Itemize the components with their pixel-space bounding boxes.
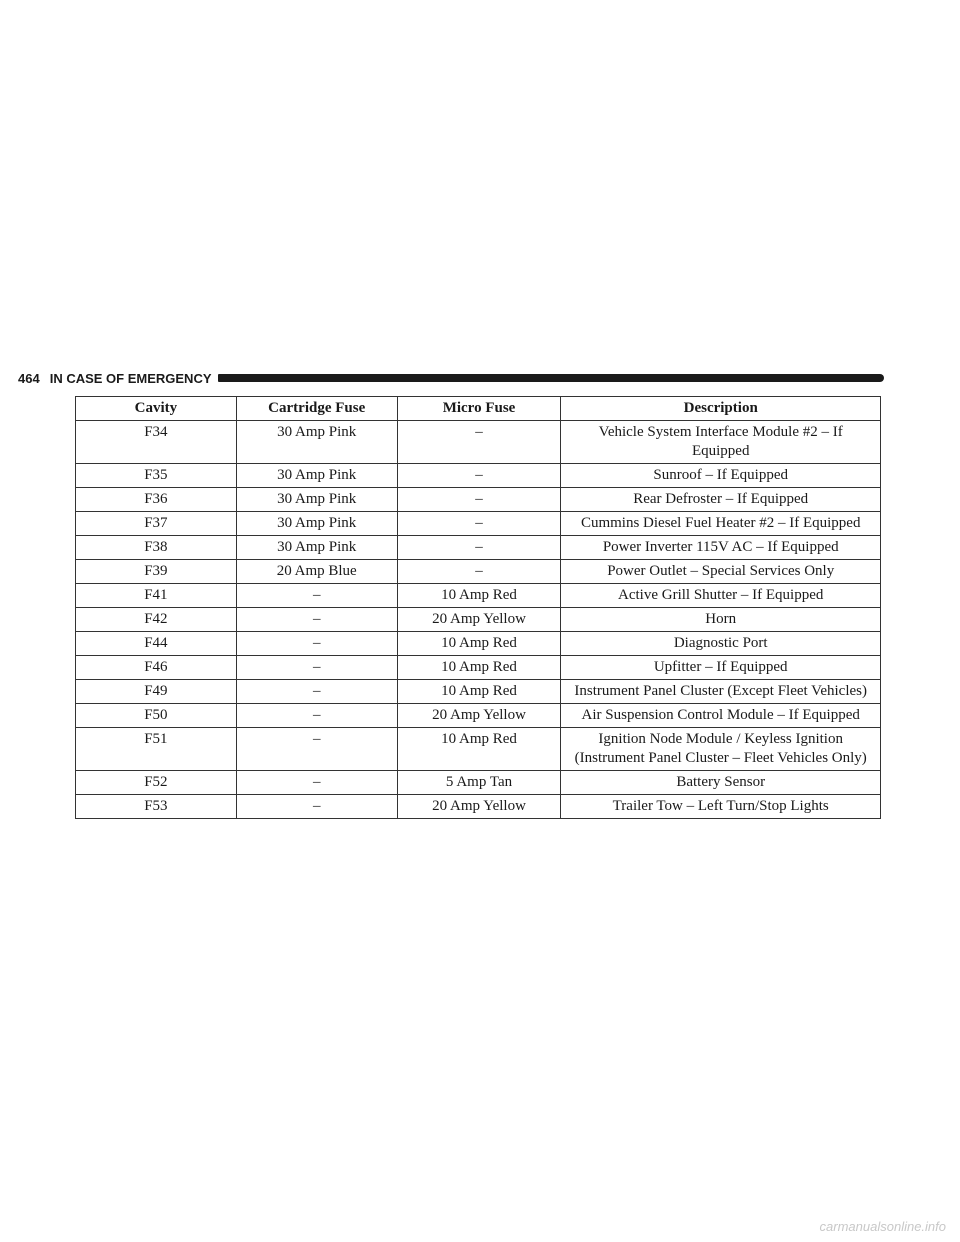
cartridge-fuse-cell: 30 Amp Pink [236, 536, 397, 560]
micro-fuse-cell: 20 Amp Yellow [397, 704, 561, 728]
micro-fuse-cell: – [397, 464, 561, 488]
cartridge-fuse-cell: 30 Amp Pink [236, 488, 397, 512]
cavity-cell: F37 [76, 512, 237, 536]
cavity-cell: F49 [76, 680, 237, 704]
cartridge-fuse-cell: 20 Amp Blue [236, 560, 397, 584]
micro-fuse-cell: – [397, 421, 561, 464]
table-body [76, 421, 881, 819]
description-cell: Upfitter – If Equipped [561, 656, 881, 680]
micro-fuse-cell: 10 Amp Red [397, 656, 561, 680]
description-cell: Air Suspension Control Module – If Equipped [561, 704, 881, 728]
description-cell: Trailer Tow – Left Turn/Stop Lights [561, 795, 881, 819]
column-header-micro-fuse: Micro Fuse [397, 397, 561, 421]
description-cell: Power Inverter 115V AC – If Equipped [561, 536, 881, 560]
table-row [76, 728, 881, 771]
micro-fuse-cell: – [397, 512, 561, 536]
table-row [76, 632, 881, 656]
description-cell: Diagnostic Port [561, 632, 881, 656]
table-row [76, 608, 881, 632]
cavity-cell: F38 [76, 536, 237, 560]
table-row [76, 464, 881, 488]
page-header [18, 370, 884, 386]
micro-fuse-cell: 10 Amp Red [397, 632, 561, 656]
table-row [76, 680, 881, 704]
micro-fuse-cell: 20 Amp Yellow [397, 608, 561, 632]
cartridge-fuse-cell: – [236, 608, 397, 632]
cartridge-fuse-cell: – [236, 632, 397, 656]
cartridge-fuse-cell: – [236, 680, 397, 704]
table-row [76, 536, 881, 560]
table-row [76, 421, 881, 464]
cavity-cell: F41 [76, 584, 237, 608]
table-row [76, 560, 881, 584]
column-header-cavity: Cavity [76, 397, 237, 421]
description-cell: Horn [561, 608, 881, 632]
description-cell: Battery Sensor [561, 771, 881, 795]
table-row [76, 584, 881, 608]
section-title: IN CASE OF EMERGENCY [49, 370, 212, 386]
micro-fuse-cell: 10 Amp Red [397, 680, 561, 704]
table-header-row [76, 397, 881, 421]
table-row [76, 795, 881, 819]
micro-fuse-cell: 20 Amp Yellow [397, 795, 561, 819]
cartridge-fuse-cell: – [236, 771, 397, 795]
cavity-cell: F46 [76, 656, 237, 680]
cavity-cell: F53 [76, 795, 237, 819]
watermark: carmanualsonline.info [819, 1219, 946, 1234]
cartridge-fuse-cell: – [236, 795, 397, 819]
header-rule [218, 374, 885, 382]
cavity-cell: F50 [76, 704, 237, 728]
cavity-cell: F36 [76, 488, 237, 512]
micro-fuse-cell: 10 Amp Red [397, 728, 561, 771]
table-row [76, 656, 881, 680]
micro-fuse-cell: – [397, 488, 561, 512]
cavity-cell: F44 [76, 632, 237, 656]
fuse-table [75, 396, 881, 819]
description-cell: Vehicle System Interface Module #2 – If Equipped [561, 421, 881, 464]
cartridge-fuse-cell: 30 Amp Pink [236, 512, 397, 536]
description-cell: Cummins Diesel Fuel Heater #2 – If Equipped [561, 512, 881, 536]
cartridge-fuse-cell: – [236, 704, 397, 728]
table-row [76, 704, 881, 728]
cartridge-fuse-cell: 30 Amp Pink [236, 421, 397, 464]
description-cell: Power Outlet – Special Services Only [561, 560, 881, 584]
micro-fuse-cell: 5 Amp Tan [397, 771, 561, 795]
description-cell: Active Grill Shutter – If Equipped [561, 584, 881, 608]
cavity-cell: F52 [76, 771, 237, 795]
cavity-cell: F51 [76, 728, 237, 771]
micro-fuse-cell: – [397, 536, 561, 560]
description-cell: Instrument Panel Cluster (Except Fleet Vehicles) [561, 680, 881, 704]
column-header-cartridge-fuse: Cartridge Fuse [236, 397, 397, 421]
cavity-cell: F34 [76, 421, 237, 464]
table-row [76, 488, 881, 512]
cartridge-fuse-cell: – [236, 728, 397, 771]
table-row [76, 512, 881, 536]
cavity-cell: F35 [76, 464, 237, 488]
column-header-description: Description [561, 397, 881, 421]
cavity-cell: F39 [76, 560, 237, 584]
description-cell: Rear Defroster – If Equipped [561, 488, 881, 512]
cavity-cell: F42 [76, 608, 237, 632]
cartridge-fuse-cell: – [236, 656, 397, 680]
page-number: 464 [18, 370, 40, 386]
cartridge-fuse-cell: – [236, 584, 397, 608]
description-cell: Ignition Node Module / Keyless Ignition (Instrument Panel Cluster – Fleet Vehicles Only) [561, 728, 881, 771]
micro-fuse-cell: – [397, 560, 561, 584]
micro-fuse-cell: 10 Amp Red [397, 584, 561, 608]
table-row [76, 771, 881, 795]
cartridge-fuse-cell: 30 Amp Pink [236, 464, 397, 488]
description-cell: Sunroof – If Equipped [561, 464, 881, 488]
